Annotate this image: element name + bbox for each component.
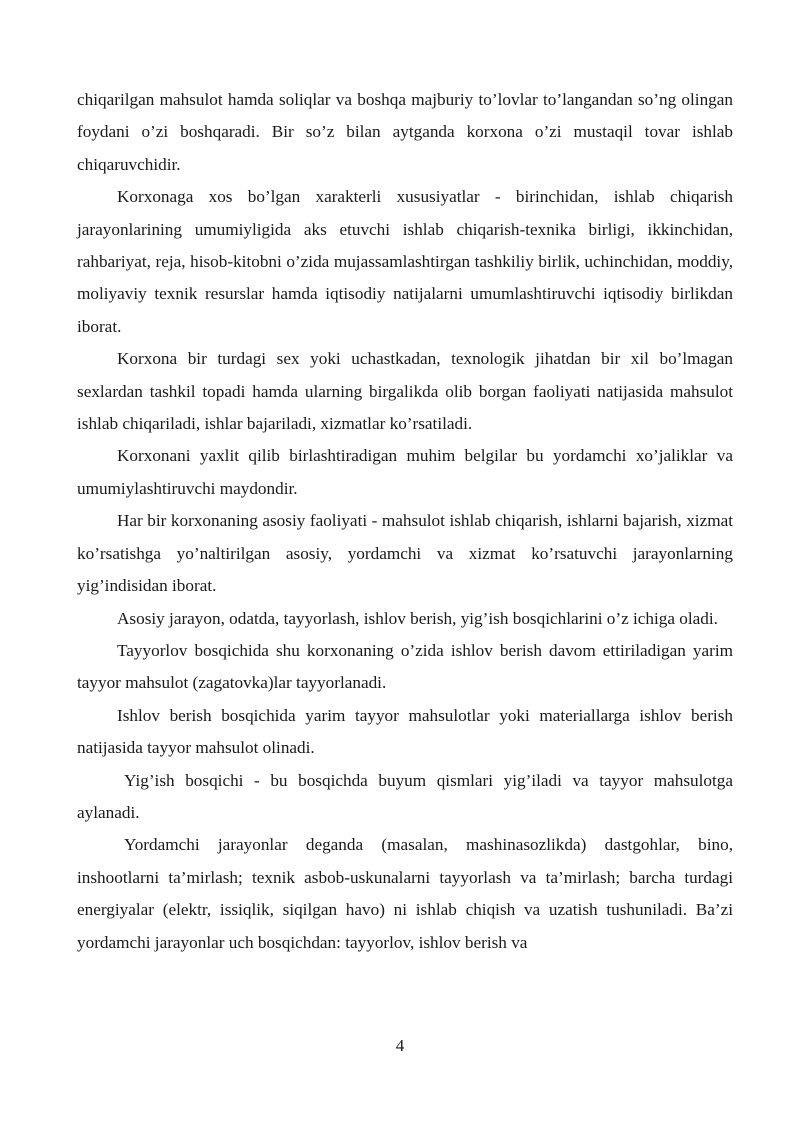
- page-number: 4: [395, 1036, 405, 1055]
- paragraph-processing-stage: Ishlov berish bosqichida yarim tayyor mahsulotlar yoki materiallarga ishlov berish natijasida tayyor mahsulot olinadi.: [77, 705, 733, 758]
- paragraph-main-activity: Har bir korxonaning asosiy faoliyati - mahsulot ishlab chiqarish, ishlarni bajarish, xizmat ko’rsatishga yo’naltirilgan asosiy, yordamchi va xizmat ko’rsatuvchi jarayonlarning yig’indisidan iborat.: [77, 511, 733, 596]
- paragraph-enterprise-structure: Korxona bir turdagi sex yoki uchastkadan, texnologik jihatdan bir xil bo’lmagan sexlardan tashkil topadi hamda ularning birgalikda olib borgan faoliyati natijasida mahsulot ishlab chiqariladi, ishlar bajariladi, xizmatlar ko’rsatiladi.: [77, 349, 733, 434]
- paragraph-auxiliary-processes: Yordamchi jarayonlar deganda (masalan, mashinasozlikda) dastgohlar, bino, inshootlarni ta’mirlash; texnik asbob-uskunalarni tayyorlash va ta’mirlash; barcha turdagi energiyalar (elektr, issiqlik, siqilgan havo) ni ishlab chiqish va uzatish tushuniladi. Ba’zi yordamchi jarayonlar uch bosqichdan: tayyorlov, ishlov berish va: [77, 835, 733, 952]
- paragraph-preparation-stage: Tayyorlov bosqichida shu korxonaning o’zida ishlov berish davom ettiriladigan yarim tayyor mahsulot (zagatovka)lar tayyorlanadi.: [77, 640, 733, 693]
- paragraph-continuation: chiqarilgan mahsulot hamda soliqlar va boshqa majburiy to’lovlar to’langandan so’ng olingan foydani o’zi boshqaradi. Bir so’z bilan aytganda korxona o’zi mustaqil tovar ishlab chiqaruvchidir.: [77, 90, 733, 174]
- paragraph-unifying-features: Korxonani yaxlit qilib birlashtiradigan muhim belgilar bu yordamchi xo’jaliklar va umumiylashtiruvchi maydondir.: [77, 446, 733, 498]
- paragraph-main-process: Asosiy jarayon, odatda, tayyorlash, ishlov berish, yig’ish bosqichlarini o’z ichiga oladi.: [117, 608, 718, 628]
- document-page: [77, 84, 733, 959]
- paragraph-assembly-stage: Yig’ish bosqichi - bu bosqichda buyum qismlari yig’iladi va tayyor mahsulotga aylanadi.: [77, 770, 733, 822]
- paragraph-enterprise-features: Korxonaga xos bo’lgan xarakterli xususiyatlar - birinchidan, ishlab chiqarish jarayonlarining umumiyligida aks etuvchi ishlab chiqarish-texnika birligi, ikkinchidan, rahbariyat, reja, hisob-kitobni o’zida mujassamlashtirgan tashkiliy birlik, uchinchidan, moddiy, moliyaviy texnik resurslar hamda iqtisodiy natijalarni umumlashtiruvchi iqtisodiy birlikdan iborat.: [77, 187, 733, 336]
